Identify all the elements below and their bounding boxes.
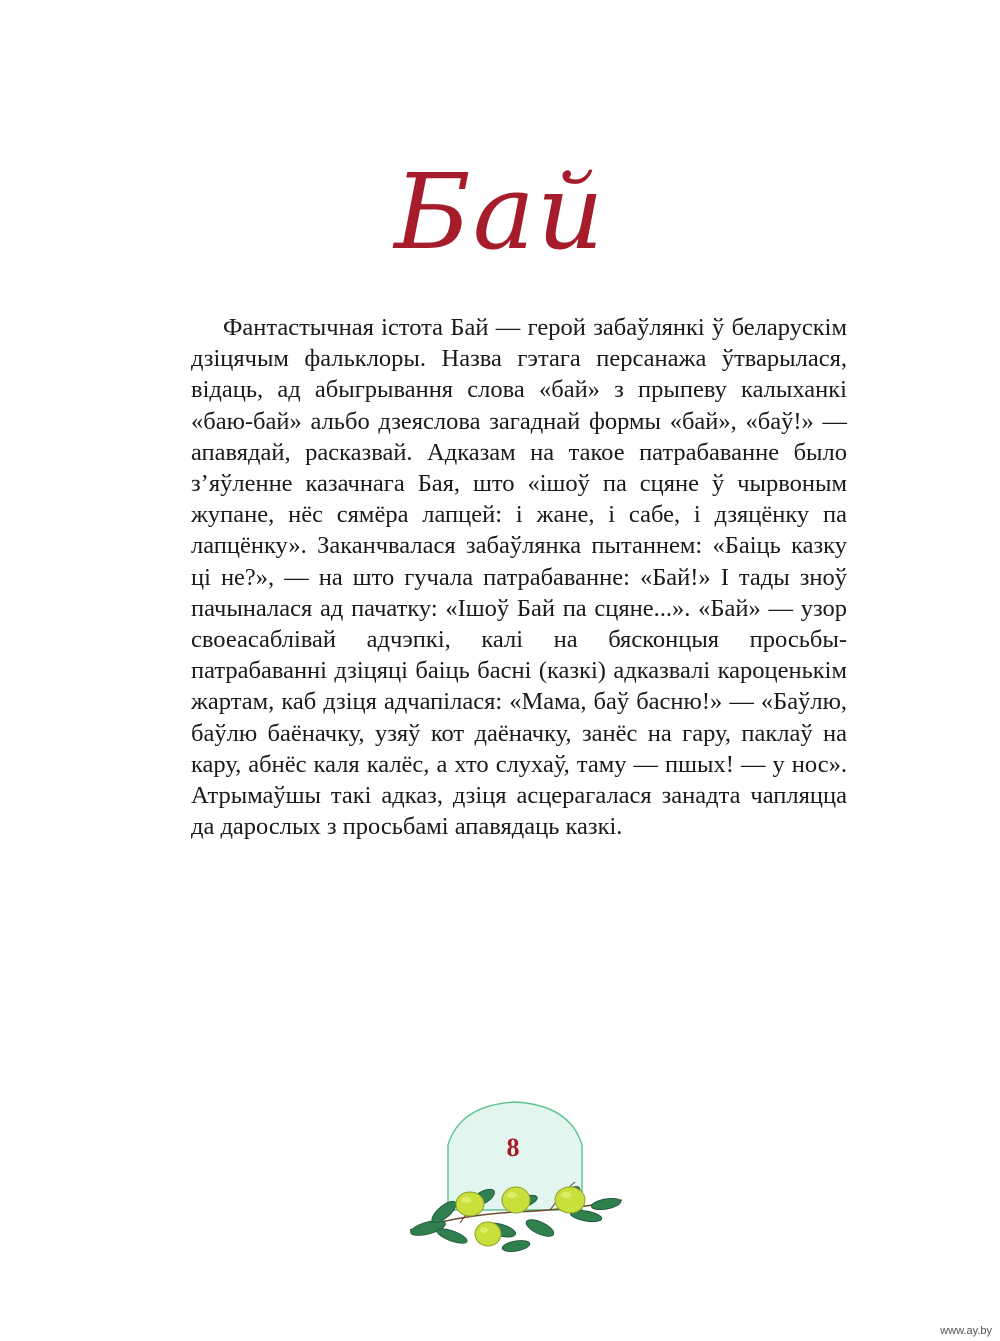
body-paragraph: Фантастычная істота Бай — герой забаўлянкі ў беларускім дзіцячым фальклоры. Назва гэтага персанажа ўтварылася, відаць, ад абыгрывання слова «бай» з прыпеву калыханкі «баю-бай» альбо дзеяслова загаднай формы «бай», «баў!» — апавядай, расказвай. Адказам на такое патрабаванне было з’яўленне казачнага Бая, што «ішоў па сцяне ў чырвоным жупане, нёс сямёра лапцей: і жане, і сабе, і дзяцёнку па лапцёнку». Заканчвалася забаўлянка пытаннем: «Баіць казку ці не?», — на што гучала патрабаванне: «Бай!» І тады зноў пачыналася ад пачатку: «Ішоў Бай па сцяне...». «Бай» — узор своеасаблівай адчэпкі, калі на бясконцыя просьбы-патрабаванні дзіцяці баіць басні (казкі) адказвалі кароценькім жартам, каб дзіця адчапілася: «Мама, баў басню!» — «Баўлю, баўлю баёначку, узяў кот даёначку, занёс на гару, паклаў на кару, абнёс каля калёс, а хто слухаў, таму — пшых! — у нос». Атрымаўшы такі адказ, дзіця асцерагалася занадта чапляцца да дарослых з просьбамі апавядаць казкі. (191, 314, 847, 841)
page-title: Бай (394, 151, 606, 273)
lemon-branch-ornament-icon (400, 1100, 630, 1260)
page-number: 8 (506, 1133, 520, 1162)
watermark: www.ay.by (940, 1325, 992, 1337)
